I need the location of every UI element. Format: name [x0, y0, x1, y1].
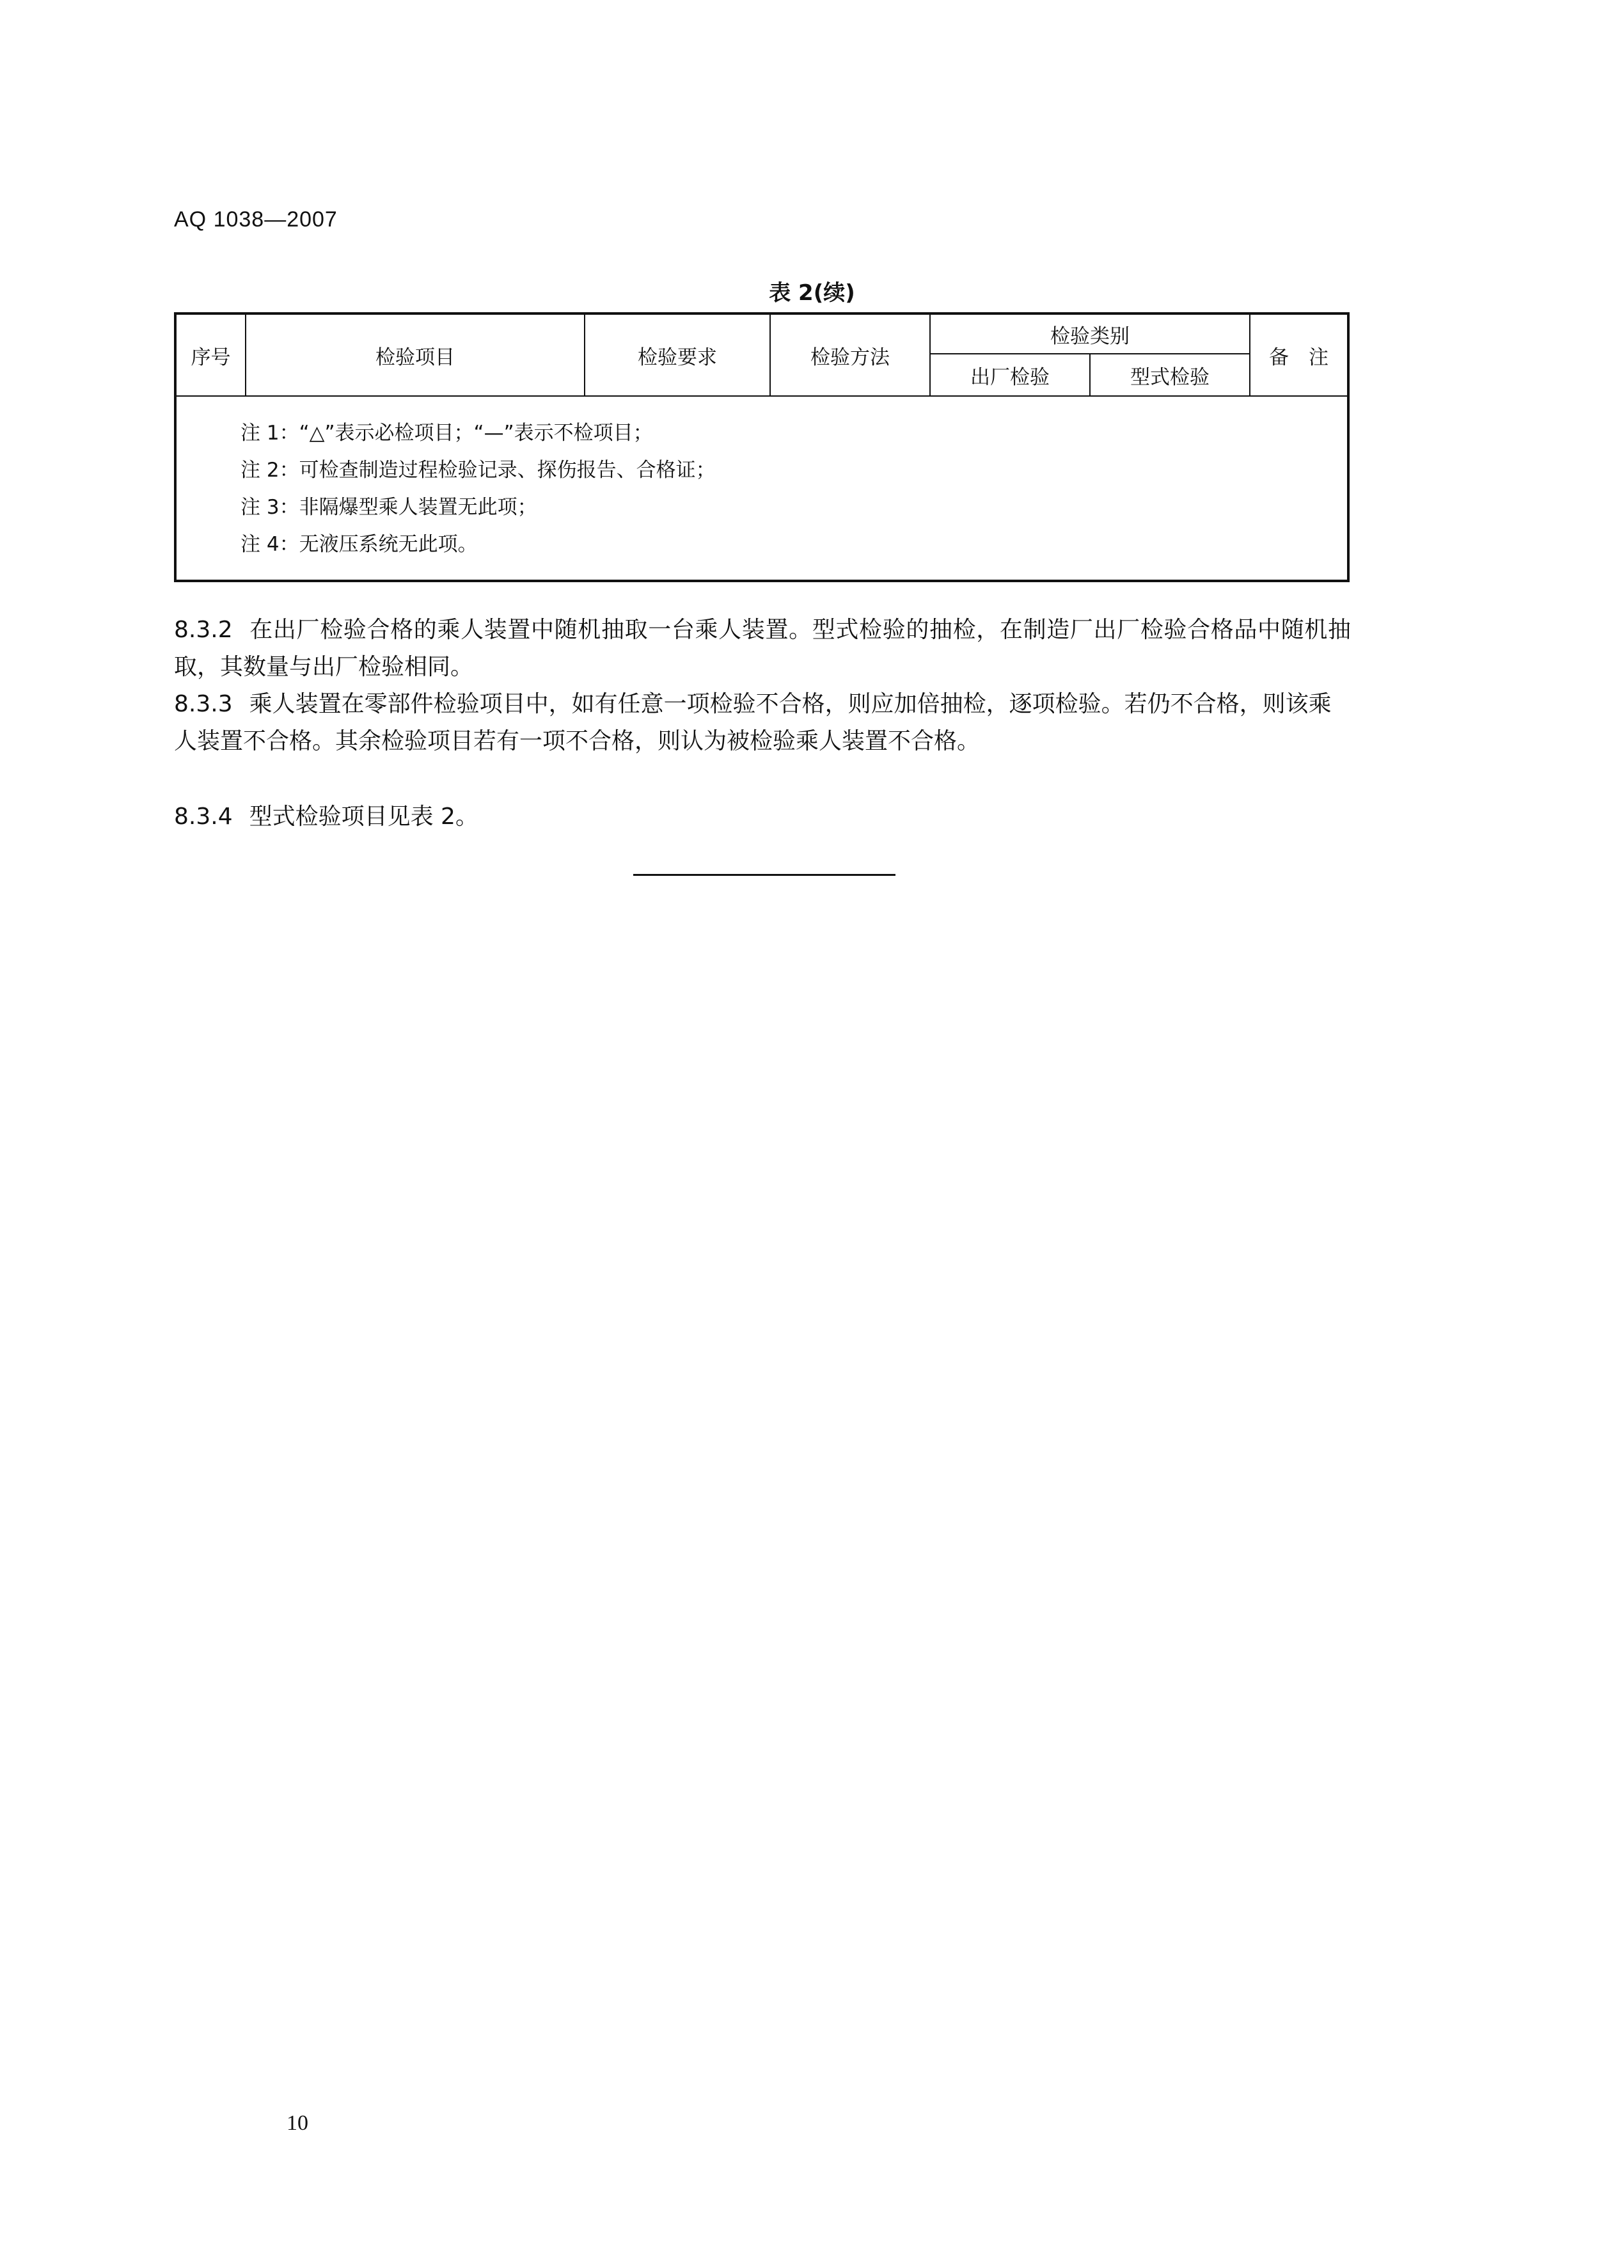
inspection-table [174, 312, 1350, 582]
header-method: 检验方法 [770, 313, 930, 396]
header-requirement: 检验要求 [585, 313, 770, 396]
header-seq: 序号 [175, 313, 246, 396]
header-type-test: 型式检验 [1090, 354, 1250, 396]
paragraph-8-3-2 [174, 612, 1351, 686]
note-4: 注 4：无液压系统无此项。 [240, 533, 478, 556]
clause-text: 型式检验项目见表 2。 [249, 804, 478, 830]
header-factory-test: 出厂检验 [930, 354, 1090, 396]
table-title: 表 2(续) [769, 280, 855, 306]
document-code: AQ 1038—2007 [174, 207, 338, 232]
clause-text: 在出厂检验合格的乘人装置中随机抽取一台乘人装置。型式检验的抽检，在制造厂出厂检验合格品中随机抽取，其数量与出厂检验相同。 [174, 617, 1351, 680]
header-remarks: 备 注 [1250, 313, 1348, 396]
paragraph-8-3-3 [174, 686, 1351, 760]
end-rule [633, 874, 895, 876]
table-header-row [175, 313, 1348, 354]
clause-number: 8.3.4 [174, 804, 233, 830]
page-number: 10 [287, 2111, 308, 2135]
header-category: 检验类别 [930, 313, 1250, 354]
clause-number: 8.3.2 [174, 617, 233, 643]
clause-text: 乘人装置在零部件检验项目中，如有任意一项检验不合格，则应加倍抽检，逐项检验。若仍不合格，则该乘人装置不合格。其余检验项目若有一项不合格，则认为被检验乘人装置不合格。 [174, 691, 1332, 754]
paragraph-8-3-4 [174, 798, 1351, 836]
header-item: 检验项目 [246, 313, 585, 396]
clause-number: 8.3.3 [174, 691, 233, 717]
table-notes [175, 396, 1348, 581]
note-1: 注 1：“△”表示必检项目；“—”表示不检项目； [240, 422, 653, 445]
note-2: 注 2：可检查制造过程检验记录、探伤报告、合格证； [240, 459, 716, 482]
note-3: 注 3：非隔爆型乘人装置无此项； [240, 496, 537, 519]
table-notes-row [175, 396, 1348, 581]
